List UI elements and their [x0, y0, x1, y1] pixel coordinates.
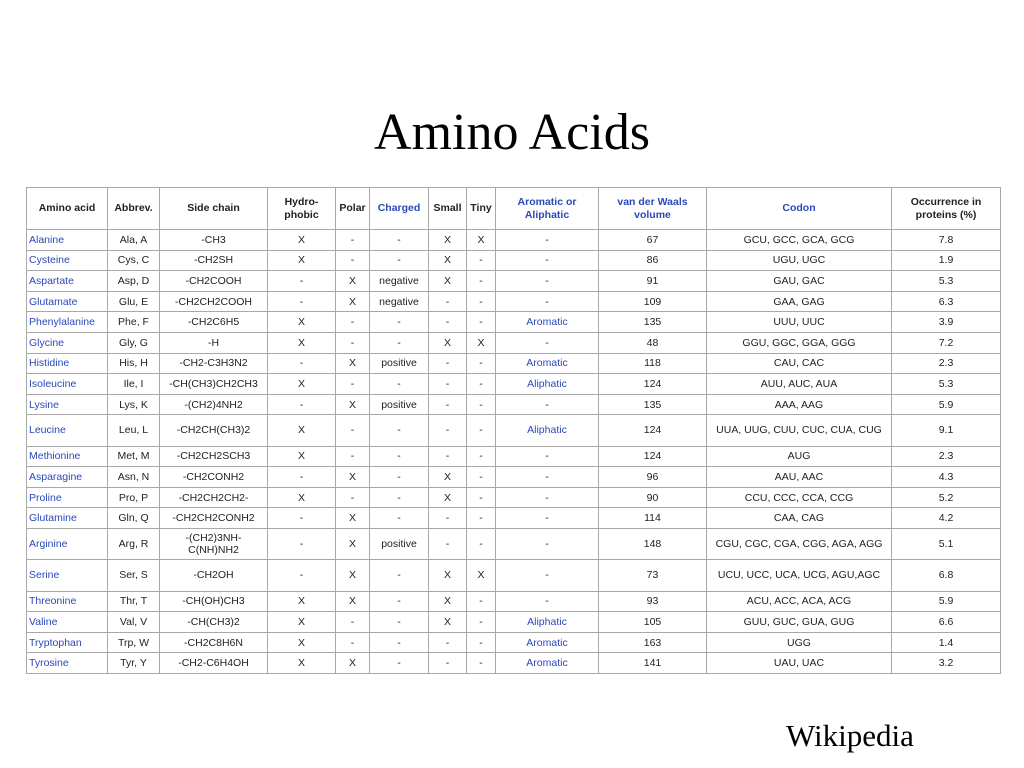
table-row — [27, 271, 1001, 292]
tiny-cell: - — [467, 487, 496, 508]
amino-acid-name-link[interactable]: Proline — [27, 487, 108, 508]
polar-cell: X — [336, 508, 370, 529]
hydrophobic-cell: X — [268, 591, 336, 612]
amino-acid-name-link[interactable]: Leucine — [27, 415, 108, 446]
hydrophobic-cell: - — [268, 353, 336, 374]
aromatic-aliphatic-cell: - — [496, 230, 599, 251]
amino-acid-name-link[interactable]: Histidine — [27, 353, 108, 374]
side-chain-cell: -CH(CH3)CH2CH3 — [160, 374, 268, 395]
polar-cell: - — [336, 250, 370, 271]
codon-cell: GAU, GAC — [707, 271, 892, 292]
small-cell: X — [429, 612, 467, 633]
small-cell: - — [429, 632, 467, 653]
header-hydrophobic: Hydro-phobic — [268, 188, 336, 230]
polar-cell: X — [336, 353, 370, 374]
side-chain-cell: -CH2COOH — [160, 271, 268, 292]
table-row — [27, 291, 1001, 312]
tiny-cell: - — [467, 653, 496, 674]
hydrophobic-cell: X — [268, 487, 336, 508]
tiny-cell: - — [467, 446, 496, 467]
header-tiny: Tiny — [467, 188, 496, 230]
hydrophobic-cell: X — [268, 653, 336, 674]
side-chain-cell: -CH3 — [160, 230, 268, 251]
aromatic-aliphatic-cell: - — [496, 591, 599, 612]
volume-cell: 118 — [599, 353, 707, 374]
side-chain-cell: -CH2C8H6N — [160, 632, 268, 653]
volume-cell: 105 — [599, 612, 707, 633]
small-cell: X — [429, 230, 467, 251]
header-van-der-waals-link[interactable]: van der Waals volume — [599, 188, 707, 230]
header-occurrence: Occurrence in proteins (%) — [892, 188, 1001, 230]
charged-cell: - — [370, 612, 429, 633]
header-charged-link[interactable]: Charged — [370, 188, 429, 230]
occurrence-cell: 5.9 — [892, 394, 1001, 415]
small-cell: - — [429, 394, 467, 415]
codon-cell: GGU, GGC, GGA, GGG — [707, 332, 892, 353]
volume-cell: 135 — [599, 312, 707, 333]
table-row — [27, 230, 1001, 251]
tiny-cell: X — [467, 332, 496, 353]
tiny-cell: - — [467, 271, 496, 292]
amino-acid-name-link[interactable]: Tryptophan — [27, 632, 108, 653]
charged-cell: - — [370, 415, 429, 446]
polar-cell: X — [336, 591, 370, 612]
charged-cell: - — [370, 374, 429, 395]
abbrev-cell: Gln, Q — [108, 508, 160, 529]
side-chain-cell: -CH2CH2SCH3 — [160, 446, 268, 467]
header-abbrev: Abbrev. — [108, 188, 160, 230]
amino-acid-name-link[interactable]: Glutamine — [27, 508, 108, 529]
hydrophobic-cell: - — [268, 560, 336, 591]
polar-cell: X — [336, 394, 370, 415]
side-chain-cell: -CH2SH — [160, 250, 268, 271]
charged-cell: - — [370, 446, 429, 467]
hydrophobic-cell: - — [268, 508, 336, 529]
occurrence-cell: 5.3 — [892, 374, 1001, 395]
side-chain-cell: -CH2CONH2 — [160, 467, 268, 488]
small-cell: - — [429, 291, 467, 312]
aromatic-aliphatic-cell: - — [496, 394, 599, 415]
amino-acid-table — [26, 187, 1001, 674]
codon-cell: GAA, GAG — [707, 291, 892, 312]
abbrev-cell: Pro, P — [108, 487, 160, 508]
small-cell: X — [429, 271, 467, 292]
table-row — [27, 312, 1001, 333]
occurrence-cell: 6.8 — [892, 560, 1001, 591]
occurrence-cell: 5.2 — [892, 487, 1001, 508]
volume-cell: 86 — [599, 250, 707, 271]
small-cell: - — [429, 415, 467, 446]
polar-cell: - — [336, 612, 370, 633]
charged-cell: positive — [370, 394, 429, 415]
volume-cell: 67 — [599, 230, 707, 251]
tiny-cell: - — [467, 291, 496, 312]
amino-acid-name-link[interactable]: Asparagine — [27, 467, 108, 488]
side-chain-cell: -CH2CH2CH2- — [160, 487, 268, 508]
aromatic-aliphatic-cell: - — [496, 508, 599, 529]
volume-cell: 93 — [599, 591, 707, 612]
charged-cell: - — [370, 250, 429, 271]
aromatic-aliphatic-cell: Aliphatic — [496, 415, 599, 446]
abbrev-cell: Leu, L — [108, 415, 160, 446]
abbrev-cell: Lys, K — [108, 394, 160, 415]
abbrev-cell: Met, M — [108, 446, 160, 467]
abbrev-cell: Trp, W — [108, 632, 160, 653]
abbrev-cell: Gly, G — [108, 332, 160, 353]
small-cell: X — [429, 332, 467, 353]
table-row — [27, 560, 1001, 591]
codon-cell: CGU, CGC, CGA, CGG, AGA, AGG — [707, 529, 892, 560]
hydrophobic-cell: X — [268, 446, 336, 467]
aromatic-aliphatic-cell: - — [496, 487, 599, 508]
polar-cell: X — [336, 291, 370, 312]
side-chain-cell: -CH2C6H5 — [160, 312, 268, 333]
codon-cell: CAA, CAG — [707, 508, 892, 529]
aromatic-aliphatic-cell: Aromatic — [496, 632, 599, 653]
tiny-cell: - — [467, 394, 496, 415]
small-cell: - — [429, 653, 467, 674]
table-row — [27, 394, 1001, 415]
small-cell: - — [429, 374, 467, 395]
codon-cell: UCU, UCC, UCA, UCG, AGU,AGC — [707, 560, 892, 591]
occurrence-cell: 2.3 — [892, 446, 1001, 467]
polar-cell: X — [336, 560, 370, 591]
abbrev-cell: Ile, I — [108, 374, 160, 395]
charged-cell: - — [370, 332, 429, 353]
hydrophobic-cell: - — [268, 271, 336, 292]
hydrophobic-cell: X — [268, 415, 336, 446]
table-row — [27, 374, 1001, 395]
tiny-cell: - — [467, 415, 496, 446]
polar-cell: X — [336, 529, 370, 560]
amino-acid-name-link[interactable]: Glycine — [27, 332, 108, 353]
aromatic-aliphatic-cell: - — [496, 271, 599, 292]
abbrev-cell: Cys, C — [108, 250, 160, 271]
occurrence-cell: 2.3 — [892, 353, 1001, 374]
occurrence-cell: 3.9 — [892, 312, 1001, 333]
small-cell: - — [429, 508, 467, 529]
amino-acid-name-link[interactable]: Cysteine — [27, 250, 108, 271]
aromatic-aliphatic-cell: - — [496, 560, 599, 591]
occurrence-cell: 5.1 — [892, 529, 1001, 560]
aromatic-aliphatic-cell: Aromatic — [496, 353, 599, 374]
charged-cell: positive — [370, 529, 429, 560]
codon-cell: UUA, UUG, CUU, CUC, CUA, CUG — [707, 415, 892, 446]
charged-cell: - — [370, 653, 429, 674]
occurrence-cell: 9.1 — [892, 415, 1001, 446]
hydrophobic-cell: - — [268, 394, 336, 415]
amino-acid-name-link[interactable]: Valine — [27, 612, 108, 633]
table-header-row — [27, 188, 1001, 230]
abbrev-cell: Arg, R — [108, 529, 160, 560]
side-chain-cell: -CH2CH(CH3)2 — [160, 415, 268, 446]
abbrev-cell: Tyr, Y — [108, 653, 160, 674]
volume-cell: 90 — [599, 487, 707, 508]
abbrev-cell: Asn, N — [108, 467, 160, 488]
header-codon-link[interactable]: Codon — [707, 188, 892, 230]
amino-acid-name-link[interactable]: Isoleucine — [27, 374, 108, 395]
amino-acid-name-link[interactable]: Alanine — [27, 230, 108, 251]
table-row — [27, 332, 1001, 353]
hydrophobic-cell: X — [268, 374, 336, 395]
tiny-cell: - — [467, 353, 496, 374]
abbrev-cell: Ser, S — [108, 560, 160, 591]
table-row — [27, 591, 1001, 612]
aromatic-aliphatic-cell: - — [496, 446, 599, 467]
source-credit: Wikipedia — [786, 718, 914, 753]
aromatic-aliphatic-cell: Aliphatic — [496, 612, 599, 633]
codon-cell: UGU, UGC — [707, 250, 892, 271]
abbrev-cell: Asp, D — [108, 271, 160, 292]
charged-cell: - — [370, 312, 429, 333]
hydrophobic-cell: X — [268, 312, 336, 333]
polar-cell: - — [336, 312, 370, 333]
codon-cell: UAU, UAC — [707, 653, 892, 674]
side-chain-cell: -CH2-C3H3N2 — [160, 353, 268, 374]
codon-cell: AUU, AUC, AUA — [707, 374, 892, 395]
occurrence-cell: 7.2 — [892, 332, 1001, 353]
amino-acid-name-link[interactable]: Glutamate — [27, 291, 108, 312]
side-chain-cell: -CH(OH)CH3 — [160, 591, 268, 612]
amino-acid-table-container — [26, 187, 1000, 684]
tiny-cell: - — [467, 467, 496, 488]
polar-cell: X — [336, 467, 370, 488]
abbrev-cell: Val, V — [108, 612, 160, 633]
polar-cell: - — [336, 487, 370, 508]
table-row — [27, 250, 1001, 271]
aromatic-aliphatic-cell: - — [496, 529, 599, 560]
tiny-cell: - — [467, 612, 496, 633]
table-row — [27, 415, 1001, 446]
header-polar: Polar — [336, 188, 370, 230]
header-side-chain: Side chain — [160, 188, 268, 230]
header-small: Small — [429, 188, 467, 230]
charged-cell: - — [370, 467, 429, 488]
side-chain-cell: -(CH2)3NH-C(NH)NH2 — [160, 529, 268, 560]
table-row — [27, 446, 1001, 467]
tiny-cell: X — [467, 560, 496, 591]
hydrophobic-cell: - — [268, 291, 336, 312]
polar-cell: - — [336, 415, 370, 446]
tiny-cell: - — [467, 312, 496, 333]
table-row — [27, 353, 1001, 374]
side-chain-cell: -(CH2)4NH2 — [160, 394, 268, 415]
charged-cell: - — [370, 560, 429, 591]
tiny-cell: - — [467, 374, 496, 395]
polar-cell: - — [336, 230, 370, 251]
polar-cell: X — [336, 653, 370, 674]
slide-title: Amino Acids — [374, 104, 650, 161]
occurrence-cell: 1.9 — [892, 250, 1001, 271]
volume-cell: 96 — [599, 467, 707, 488]
side-chain-cell: -CH2-C6H4OH — [160, 653, 268, 674]
volume-cell: 124 — [599, 374, 707, 395]
hydrophobic-cell: - — [268, 467, 336, 488]
side-chain-cell: -CH2CH2CONH2 — [160, 508, 268, 529]
table-row — [27, 653, 1001, 674]
tiny-cell: X — [467, 230, 496, 251]
side-chain-cell: -H — [160, 332, 268, 353]
small-cell: - — [429, 312, 467, 333]
hydrophobic-cell: X — [268, 230, 336, 251]
amino-acid-name-link[interactable]: Methionine — [27, 446, 108, 467]
hydrophobic-cell: - — [268, 529, 336, 560]
abbrev-cell: Phe, F — [108, 312, 160, 333]
amino-acid-name-link[interactable]: Arginine — [27, 529, 108, 560]
occurrence-cell: 7.8 — [892, 230, 1001, 251]
abbrev-cell: Glu, E — [108, 291, 160, 312]
charged-cell: - — [370, 591, 429, 612]
table-row — [27, 467, 1001, 488]
amino-acid-name-link[interactable]: Threonine — [27, 591, 108, 612]
volume-cell: 48 — [599, 332, 707, 353]
polar-cell: X — [336, 271, 370, 292]
charged-cell: - — [370, 487, 429, 508]
hydrophobic-cell: X — [268, 612, 336, 633]
aromatic-aliphatic-cell: - — [496, 250, 599, 271]
aromatic-aliphatic-cell: Aromatic — [496, 312, 599, 333]
polar-cell: - — [336, 332, 370, 353]
aromatic-aliphatic-cell: Aliphatic — [496, 374, 599, 395]
codon-cell: GCU, GCC, GCA, GCG — [707, 230, 892, 251]
volume-cell: 124 — [599, 415, 707, 446]
aromatic-aliphatic-cell: Aromatic — [496, 653, 599, 674]
hydrophobic-cell: X — [268, 332, 336, 353]
codon-cell: AAA, AAG — [707, 394, 892, 415]
table-row — [27, 487, 1001, 508]
small-cell: - — [429, 353, 467, 374]
tiny-cell: - — [467, 529, 496, 560]
volume-cell: 124 — [599, 446, 707, 467]
occurrence-cell: 5.3 — [892, 271, 1001, 292]
aromatic-aliphatic-cell: - — [496, 467, 599, 488]
volume-cell: 114 — [599, 508, 707, 529]
small-cell: - — [429, 529, 467, 560]
aromatic-aliphatic-cell: - — [496, 332, 599, 353]
small-cell: X — [429, 467, 467, 488]
tiny-cell: - — [467, 591, 496, 612]
side-chain-cell: -CH2OH — [160, 560, 268, 591]
abbrev-cell: Ala, A — [108, 230, 160, 251]
aromatic-aliphatic-cell: - — [496, 291, 599, 312]
charged-cell: - — [370, 508, 429, 529]
charged-cell: negative — [370, 291, 429, 312]
side-chain-cell: -CH2CH2COOH — [160, 291, 268, 312]
table-row — [27, 508, 1001, 529]
volume-cell: 141 — [599, 653, 707, 674]
amino-acid-name-link[interactable]: Phenylalanine — [27, 312, 108, 333]
abbrev-cell: Thr, T — [108, 591, 160, 612]
occurrence-cell: 4.2 — [892, 508, 1001, 529]
codon-cell: GUU, GUC, GUA, GUG — [707, 612, 892, 633]
occurrence-cell: 6.3 — [892, 291, 1001, 312]
table-row — [27, 529, 1001, 560]
occurrence-cell: 4.3 — [892, 467, 1001, 488]
polar-cell: - — [336, 374, 370, 395]
occurrence-cell: 3.2 — [892, 653, 1001, 674]
small-cell: X — [429, 560, 467, 591]
small-cell: X — [429, 591, 467, 612]
hydrophobic-cell: X — [268, 632, 336, 653]
charged-cell: - — [370, 632, 429, 653]
charged-cell: negative — [370, 271, 429, 292]
abbrev-cell: His, H — [108, 353, 160, 374]
codon-cell: CAU, CAC — [707, 353, 892, 374]
volume-cell: 148 — [599, 529, 707, 560]
tiny-cell: - — [467, 508, 496, 529]
occurrence-cell: 1.4 — [892, 632, 1001, 653]
table-body — [27, 230, 1001, 674]
header-amino-acid: Amino acid — [27, 188, 108, 230]
small-cell: X — [429, 487, 467, 508]
amino-acid-name-link[interactable]: Serine — [27, 560, 108, 591]
volume-cell: 163 — [599, 632, 707, 653]
codon-cell: CCU, CCC, CCA, CCG — [707, 487, 892, 508]
codon-cell: UGG — [707, 632, 892, 653]
occurrence-cell: 6.6 — [892, 612, 1001, 633]
volume-cell: 91 — [599, 271, 707, 292]
codon-cell: UUU, UUC — [707, 312, 892, 333]
codon-cell: ACU, ACC, ACA, ACG — [707, 591, 892, 612]
small-cell: - — [429, 446, 467, 467]
polar-cell: - — [336, 446, 370, 467]
amino-acid-name-link[interactable]: Aspartate — [27, 271, 108, 292]
hydrophobic-cell: X — [268, 250, 336, 271]
table-row — [27, 612, 1001, 633]
tiny-cell: - — [467, 632, 496, 653]
volume-cell: 73 — [599, 560, 707, 591]
volume-cell: 109 — [599, 291, 707, 312]
volume-cell: 135 — [599, 394, 707, 415]
table-row — [27, 632, 1001, 653]
side-chain-cell: -CH(CH3)2 — [160, 612, 268, 633]
amino-acid-name-link[interactable]: Lysine — [27, 394, 108, 415]
codon-cell: AUG — [707, 446, 892, 467]
polar-cell: - — [336, 632, 370, 653]
occurrence-cell: 5.9 — [892, 591, 1001, 612]
charged-cell: - — [370, 230, 429, 251]
codon-cell: AAU, AAC — [707, 467, 892, 488]
charged-cell: positive — [370, 353, 429, 374]
small-cell: X — [429, 250, 467, 271]
tiny-cell: - — [467, 250, 496, 271]
amino-acid-name-link[interactable]: Tyrosine — [27, 653, 108, 674]
header-aromatic-aliphatic-link[interactable]: Aromatic or Aliphatic — [496, 188, 599, 230]
